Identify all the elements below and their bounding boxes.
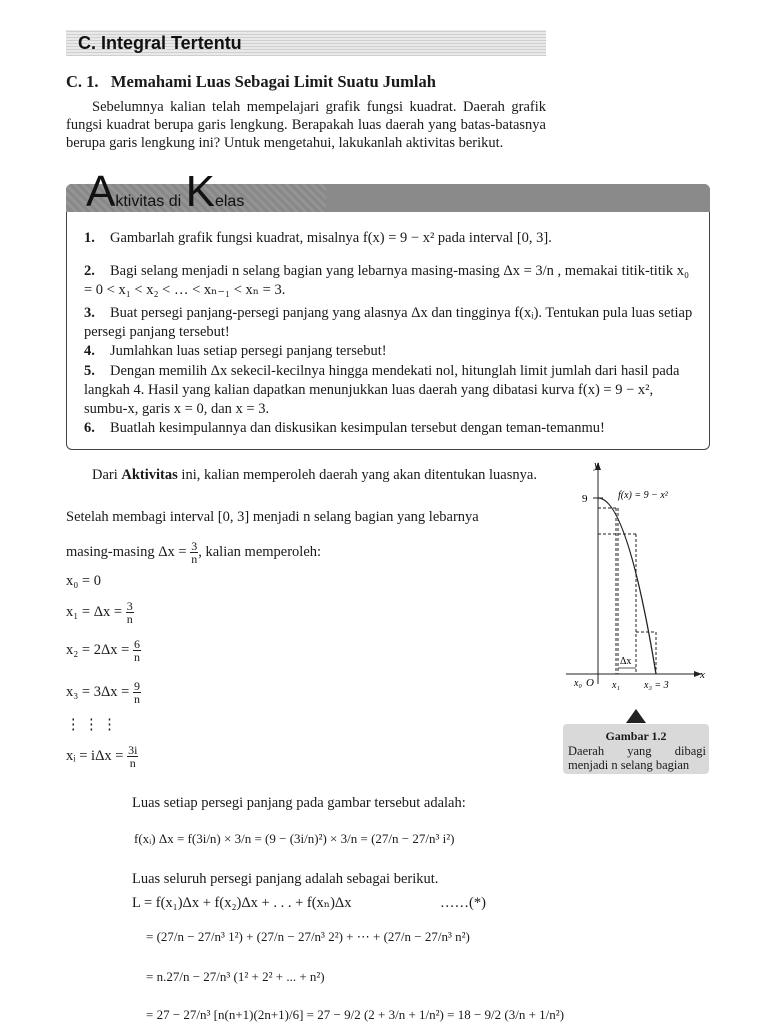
figure-graph (560, 456, 720, 696)
x-row-0: x₀ = 0 (66, 573, 101, 589)
intro-paragraph: Sebelumnya kalian telah mempelajari grafik fungsi kuadrat. Daerah grafik fungsi kuadrat berupa garis lengkung. Berapakah luas daerah yang batas-batasnya berupa garis lengkung ini? Untuk mengetahui, lakukanlah aktivitas berikut. (66, 99, 546, 151)
subsection-text: Memahami Luas Sebagai Limit Suatu Jumlah (110, 72, 436, 91)
section-title: C. Integral Tertentu (78, 33, 242, 53)
activity-item-4: 4. Jumlahkan luas setiap persegi panjang tersebut! (84, 343, 387, 359)
activity-item-3: 3. Buat persegi panjang-persegi panjang yang alasnya Δx dan tingginya f(xᵢ). Tentukan pula luas setiap persegi panjang tersebut! (84, 305, 693, 340)
function-label: f(x) = 9 − x² (618, 490, 668, 501)
caption-pointer (624, 708, 648, 724)
y-tick-9: 9 (582, 493, 588, 505)
activity-item-2: 2. Bagi selang menjadi n selang bagian yang lebarnya masing-masing Δx = 3/n , memakai titik-titik x₀ = 0 < x₁ < x₂ < … < xₙ₋₁ < xₙ = 3. (84, 263, 690, 298)
subsection-title (66, 72, 436, 92)
y-axis-label: y (594, 459, 599, 471)
x-row-3: x₃ = 3Δx = $\frac{9}{n}$ (66, 679, 140, 706)
activity-item-5: 5. Dengan memilih Δx sekecil-kecilnya hingga mendekati nol, hitunglah limit jumlah dari hasil pada langkah 4. Hasil yang kalian dapatkan menunjukkan luas daerah yang dibatasi kurva f(x) = 9 − x², sumbu-x, garis x = 0, dan x = 3. (84, 363, 680, 417)
equation-5: = 27 − 27/n³ [n(n+1)(2n+1)/6] = 27 − 9/2 (2 + 3/n + 1/n²) = 18 − 9/2 (3/n + 1/n²) (146, 1007, 565, 1022)
subsection-number: C. 1. (66, 72, 99, 91)
body-paragraph-4: Luas setiap persegi panjang pada gambar tersebut adalah: (132, 795, 466, 811)
body-paragraph-5: Luas seluruh persegi panjang adalah sebagai berikut. (132, 871, 439, 887)
caption-text: Daerah yang dibagi menjadi n selang bagian (568, 744, 706, 772)
activity-title: Aktivitas di Kelas (86, 167, 245, 216)
equation-2: L = f(x₁)Δx + f(x₂)Δx + . . . + f(xₙ)Δx (132, 895, 352, 911)
dx-label: Δx (620, 656, 632, 667)
body-paragraph-2: Setelah membagi interval [0, 3] menjadi n selang bagian yang lebarnya (66, 509, 479, 525)
activity-item-1: 1. Gambarlah grafik fungsi kuadrat, misalnya f(x) = 9 − x² pada interval [0, 3]. (84, 230, 552, 246)
equation-1: f(xᵢ) Δx = f(3i/n) × 3/n = (9 − (3i/n)²) × 3/n = (27/n − 27/n³ i²) (134, 831, 455, 846)
equation-4: = n.27/n − 27/n³ (1² + 2² + ... + n²) (146, 969, 325, 984)
equation-2-tag: ……(*) (440, 895, 486, 911)
xn-label: x₃ = 3 (644, 680, 669, 691)
x-axis-label: x (700, 669, 705, 681)
x-row-1: x₁ = Δx = $\frac{3}{n}$ (66, 599, 133, 626)
x-row-2: x₂ = 2Δx = $\frac{6}{n}$ (66, 637, 140, 664)
equation-3: = (27/n − 27/n³ 1²) + (27/n − 27/n³ 2²) + ⋯ + (27/n − 27/n³ n²) (146, 929, 470, 944)
x-row-dots: ⋮ ⋮ ⋮ (66, 717, 117, 733)
x1-label: x₁ (612, 680, 620, 691)
body-paragraph-3: masing-masing Δx = $\frac{3}{n}$ , kalian memperoleh: (66, 539, 322, 566)
x-row-i: xᵢ = iΔx = $\frac{3i}{n}$ (66, 743, 138, 770)
body-paragraph-1: Dari Aktivitas ini, kalian memperoleh daerah yang akan ditentukan luasnya. (92, 467, 537, 483)
x0-label: x₀ (574, 678, 582, 689)
activity-item-6: 6. Buatlah kesimpulannya dan diskusikan kesimpulan tersebut dengan teman-temanmu! (84, 420, 605, 436)
origin-label: O (586, 677, 594, 689)
caption-title: Gambar 1.2 (605, 729, 667, 743)
